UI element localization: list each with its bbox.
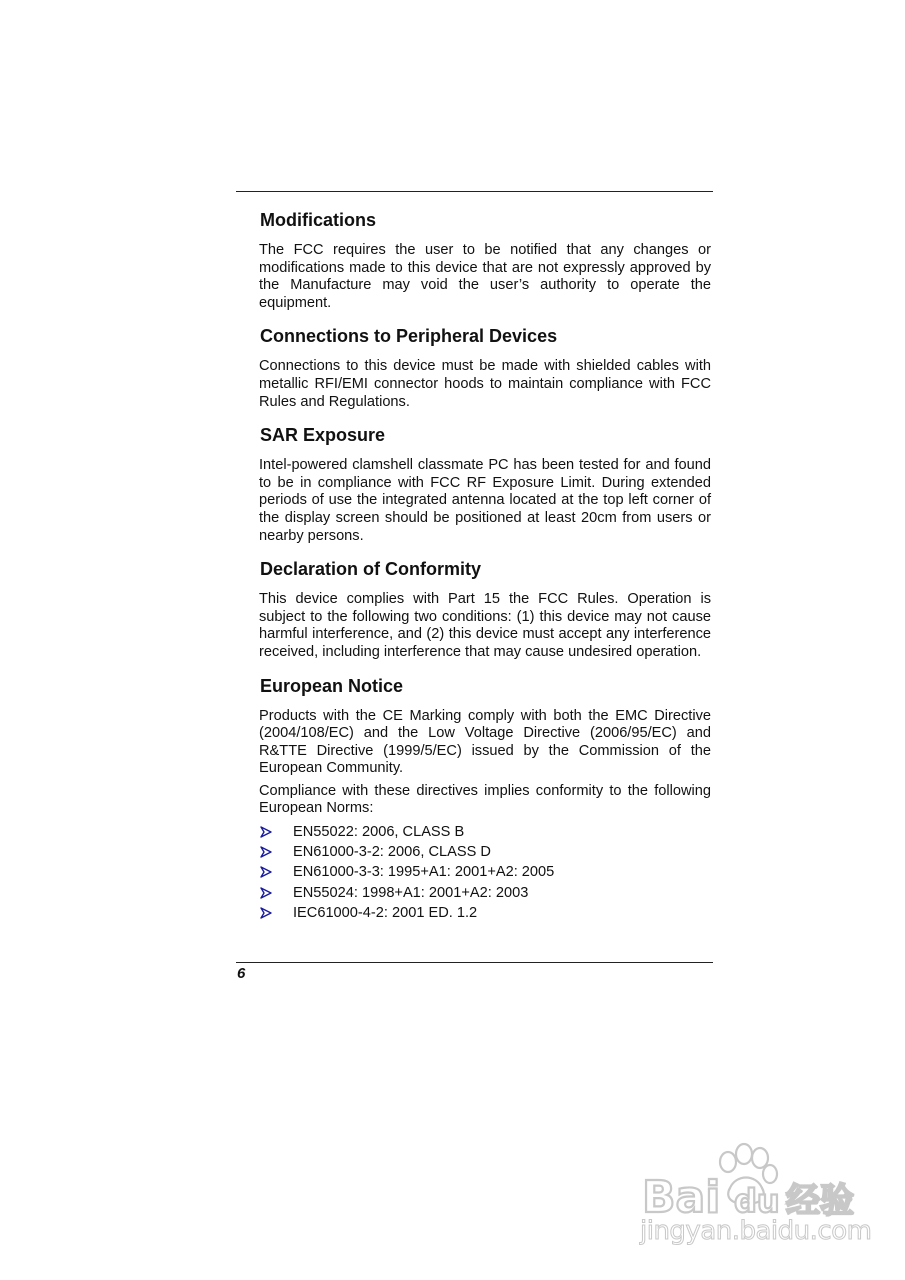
section-sar-exposure [259, 423, 711, 545]
svg-text:du: du [734, 1182, 780, 1220]
norm-label: EN55022: 2006, CLASS B [293, 824, 465, 841]
section-title: SAR Exposure [260, 425, 386, 446]
norm-label: EN61000-3-3: 1995+A1: 2001+A2: 2005 [293, 864, 555, 881]
section-european-notice [259, 674, 711, 924]
arrow-bullet-icon [260, 826, 272, 838]
svg-text:经验: 经验 [786, 1181, 854, 1221]
list-item [259, 822, 711, 842]
section-connections [259, 324, 711, 411]
norm-label: EN55024: 1998+A1: 2001+A2: 2003 [293, 884, 529, 901]
section-title: Modifications [260, 210, 376, 230]
list-item [259, 862, 711, 882]
arrow-bullet-icon [260, 846, 272, 858]
svg-text:Bai: Bai [642, 1172, 721, 1223]
arrow-bullet-icon [260, 866, 272, 878]
header-rule [236, 191, 713, 192]
arrow-bullet-icon [260, 907, 272, 919]
section-paragraph: The FCC requires the user to be notified that any changes or modifications made to this device that are not expressly approved by the Manufacture may void the user’s authority to operate the equipment. [259, 242, 711, 311]
section-paragraph: Connections to this device must be made with shielded cables with metallic RFI/EMI connector hoods to maintain compliance with FCC Rules and Regulations. [259, 358, 711, 410]
list-item [259, 903, 711, 923]
norms-list [259, 822, 711, 923]
section-title: European Notice [260, 675, 404, 696]
list-item [259, 842, 711, 862]
section-title: Connections to Peripheral Devices [260, 326, 558, 347]
arrow-bullet-icon [260, 887, 272, 899]
section-title: Declaration of Conformity [260, 559, 482, 580]
norm-label: EN61000-3-2: 2006, CLASS D [293, 844, 491, 861]
section-paragraph: Compliance with these directives implies conformity to the following European Norms: [259, 782, 711, 817]
norm-label: IEC61000-4-2: 2001 ED. 1.2 [293, 904, 478, 921]
section-modifications [259, 208, 711, 312]
section-declaration [259, 557, 711, 661]
section-paragraph: This device complies with Part 15 the FCC Rules. Operation is subject to the following two conditions: (1) this device may not cause harmful interference, and (2) this device must accept any interference received, including interference that may cause undesired operation. [259, 591, 711, 660]
section-paragraph: Intel-powered clamshell classmate PC has been tested for and found to be in compliance with FCC RF Exposure Limit. During extended periods of use the integrated antenna located at the top left corner of the display screen should be positioned at least 20cm from users or nearby persons. [259, 457, 711, 544]
section-paragraph: Products with the CE Marking comply with both the EMC Directive (2004/108/EC) and the Low Voltage Directive (2006/95/EC) and R&TTE Directive (1999/5/EC) issued by the Commission of the European Community. [259, 707, 711, 777]
page-number: 6 [237, 965, 246, 982]
watermark-url: jingyan.baidu.com [640, 1216, 872, 1246]
page-content [259, 208, 711, 935]
footer-rule [236, 962, 713, 963]
list-item [259, 883, 711, 903]
